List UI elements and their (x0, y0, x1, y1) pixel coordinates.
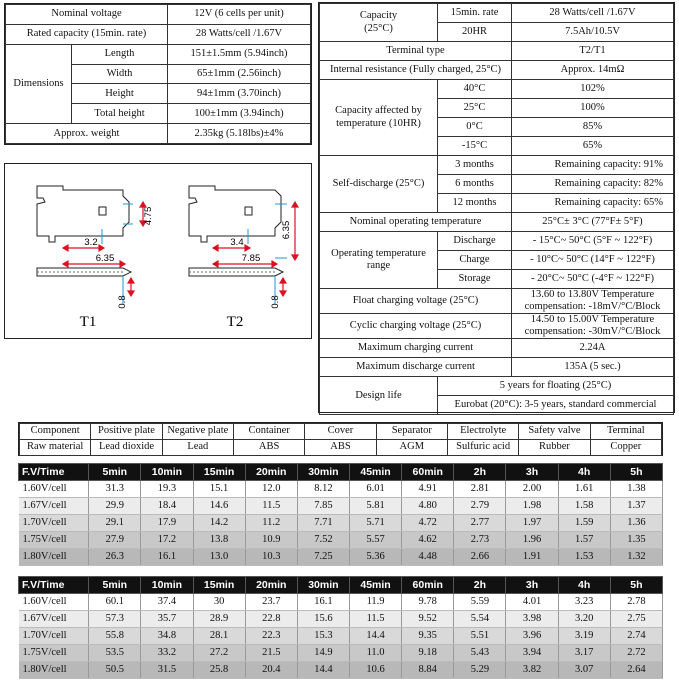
discharge-value-cell: 28.9 (193, 611, 245, 628)
temp-capacity-label: Capacity affected by temperature (10HR) (320, 80, 438, 156)
discharge-value-cell: 53.5 (89, 645, 141, 662)
spec-key: Discharge (438, 232, 512, 251)
t1-width2-dim: 6.35 (95, 253, 115, 264)
spec-key: 12 months (438, 194, 512, 213)
terminal-diagram (4, 163, 312, 339)
discharge-value-cell: 1.98 (506, 498, 558, 515)
spec-value: 65% (512, 137, 674, 156)
discharge-row (19, 594, 663, 611)
spec-value: 151±1.5mm (5.94inch) (168, 44, 311, 64)
discharge-row (19, 515, 663, 532)
discharge-value-cell: 11.0 (349, 645, 401, 662)
component-value-cell: Copper (590, 440, 661, 456)
discharge-value-cell: 2.66 (454, 549, 506, 566)
t2-width2-dim: 7.85 (241, 253, 261, 264)
component-header-cell: Component (20, 424, 91, 440)
discharge-value-cell: 10.9 (245, 532, 297, 549)
discharge-value-cell: 2.74 (610, 628, 662, 645)
discharge-value-cell: 5.51 (454, 628, 506, 645)
component-header-row (20, 424, 662, 440)
discharge-value-cell: 16.1 (141, 549, 193, 566)
component-value-cell: Sulfuric acid (447, 440, 518, 456)
component-header-cell: Cover (305, 424, 376, 440)
spec-label: Maximum charging current (320, 339, 512, 358)
discharge-value-cell: 57.3 (89, 611, 141, 628)
spec-key: 0°C (438, 118, 512, 137)
discharge-row (19, 628, 663, 645)
discharge-value-cell: 1.38 (610, 481, 662, 498)
spec-value: 100% (512, 99, 674, 118)
discharge-header-cell: 15min (193, 577, 245, 594)
discharge-value-cell: 12.0 (245, 481, 297, 498)
voltage-label-cell: 1.75V/cell (19, 532, 89, 549)
discharge-header-cell: 60min (402, 577, 454, 594)
spec-label: Terminal type (320, 42, 512, 61)
discharge-value-cell: 9.18 (402, 645, 454, 662)
discharge-value-cell: 7.25 (297, 549, 349, 566)
discharge-value-cell: 1.91 (506, 549, 558, 566)
spec-value: Eurobat (20°C): 3-5 years, standard commercial (438, 396, 674, 415)
discharge-value-cell: 15.3 (297, 628, 349, 645)
discharge-value-cell: 8.84 (402, 662, 454, 679)
discharge-value-cell: 20.4 (245, 662, 297, 679)
spec-label: Float charging voltage (25°C) (320, 289, 512, 314)
discharge-value-cell: 3.96 (506, 628, 558, 645)
discharge-value-cell: 5.43 (454, 645, 506, 662)
discharge-header-cell: 10min (141, 464, 193, 481)
spec-value: 7.5Ah/10.5V (512, 23, 674, 42)
voltage-label-cell: 1.67V/cell (19, 611, 89, 628)
discharge-table-2 (18, 576, 663, 679)
voltage-label-cell: 1.80V/cell (19, 662, 89, 679)
discharge-value-cell: 9.52 (402, 611, 454, 628)
spec-key: 3 months (438, 156, 512, 175)
spec-value: 14.50 to 15.00V Temperature compensation: -30mV/°C/Block (512, 314, 674, 339)
discharge-value-cell: 7.71 (297, 515, 349, 532)
discharge-header-row (19, 577, 663, 594)
voltage-label-cell: 1.60V/cell (19, 594, 89, 611)
discharge-value-cell: 2.64 (610, 662, 662, 679)
t1-width1-dim: 3.2 (84, 237, 98, 248)
discharge-value-cell: 3.23 (558, 594, 610, 611)
discharge-header-cell: 2h (454, 577, 506, 594)
t2-top-outline (189, 186, 281, 242)
discharge-value-cell: 15.6 (297, 611, 349, 628)
voltage-label-cell: 1.60V/cell (19, 481, 89, 498)
discharge-value-cell: 4.80 (402, 498, 454, 515)
discharge-value-cell: 1.36 (610, 515, 662, 532)
discharge-value-cell: 8.12 (297, 481, 349, 498)
discharge-value-cell: 3.94 (506, 645, 558, 662)
discharge-value-cell: 14.2 (193, 515, 245, 532)
discharge-row (19, 481, 663, 498)
discharge-value-cell: 2.78 (610, 594, 662, 611)
discharge-value-cell: 50.5 (89, 662, 141, 679)
spec-value: 102% (512, 80, 674, 99)
component-header-cell: Safety valve (519, 424, 590, 440)
spec-row-weight (6, 124, 311, 144)
discharge-row (19, 549, 663, 566)
spec-row-nominal-voltage (6, 5, 311, 25)
discharge-header-cell: 3h (506, 464, 558, 481)
spec-label: Rated capacity (15min. rate) (6, 24, 168, 44)
t1-side-outline (37, 268, 131, 276)
discharge-value-cell: 4.62 (402, 532, 454, 549)
discharge-row (19, 498, 663, 515)
discharge-value-cell: 17.9 (141, 515, 193, 532)
discharge-header-cell: 60min (402, 464, 454, 481)
discharge-value-cell: 4.72 (402, 515, 454, 532)
discharge-value-cell: 5.54 (454, 611, 506, 628)
discharge-value-cell: 5.36 (349, 549, 401, 566)
discharge-header-cell: 10min (141, 577, 193, 594)
discharge-value-cell: 1.61 (558, 481, 610, 498)
component-value-cell: Raw material (20, 440, 91, 456)
discharge-header-cell: 15min (193, 464, 245, 481)
discharge-value-cell: 35.7 (141, 611, 193, 628)
discharge-header-cell: 45min (349, 464, 401, 481)
discharge-value-cell: 34.8 (141, 628, 193, 645)
discharge-value-cell: 6.01 (349, 481, 401, 498)
discharge-header-cell: 30min (297, 577, 349, 594)
spec-value: 135A (5 sec.) (512, 358, 674, 377)
spec-key: -15°C (438, 137, 512, 156)
spec-label: Nominal voltage (6, 5, 168, 25)
right-spec-table (318, 2, 675, 413)
spec-value: Approx. 14mΩ (512, 61, 674, 80)
spec-key: Storage (438, 270, 512, 289)
discharge-header-cell: F.V/Time (19, 464, 89, 481)
component-table (18, 422, 663, 456)
spec-label: Total height (72, 104, 168, 124)
discharge-value-cell: 28.1 (193, 628, 245, 645)
component-header-cell: Container (233, 424, 304, 440)
discharge-header-cell: 4h (558, 577, 610, 594)
spec-row-length (6, 44, 311, 64)
spec-value: T2/T1 (512, 42, 674, 61)
discharge-value-cell: 5.81 (349, 498, 401, 515)
discharge-value-cell: 13.0 (193, 549, 245, 566)
t2-side-outline (189, 268, 283, 276)
discharge-value-cell: 60.1 (89, 594, 141, 611)
terminal-drawing (5, 164, 310, 337)
spec-value: - 15°C~ 50°C (5°F ~ 122°F) (512, 232, 674, 251)
discharge-value-cell: 5.59 (454, 594, 506, 611)
spec-value: - 10°C~ 50°C (14°F ~ 122°F) (512, 251, 674, 270)
spec-label: Length (72, 44, 168, 64)
spec-value: Remaining capacity: 82% (512, 175, 674, 194)
discharge-value-cell: 26.3 (89, 549, 141, 566)
discharge-value-cell: 5.29 (454, 662, 506, 679)
spec-value: 65±1mm (2.56inch) (168, 64, 311, 84)
discharge-value-cell: 7.52 (297, 532, 349, 549)
t2-thickness-dim: 0.8 (270, 295, 281, 309)
discharge-value-cell: 30 (193, 594, 245, 611)
spec-label: Approx. weight (6, 124, 168, 144)
component-value-cell: Lead (162, 440, 233, 456)
discharge-row (19, 645, 663, 662)
discharge-value-cell: 17.2 (141, 532, 193, 549)
spec-key: 6 months (438, 175, 512, 194)
discharge-value-cell: 15.1 (193, 481, 245, 498)
discharge-value-cell: 1.97 (506, 515, 558, 532)
discharge-value-cell: 33.2 (141, 645, 193, 662)
discharge-value-cell: 4.01 (506, 594, 558, 611)
discharge-value-cell: 2.00 (506, 481, 558, 498)
component-header-cell: Positive plate (91, 424, 162, 440)
discharge-value-cell: 37.4 (141, 594, 193, 611)
left-spec-table (4, 3, 312, 145)
discharge-value-cell: 1.32 (610, 549, 662, 566)
spec-value: 2.35kg (5.18lbs)±4% (168, 124, 311, 144)
spec-value: 28 Watts/cell /1.67V (168, 24, 311, 44)
discharge-value-cell: 10.3 (245, 549, 297, 566)
spec-value: - 20°C~ 50°C (-4°F ~ 122°F) (512, 270, 674, 289)
discharge-value-cell: 2.75 (610, 611, 662, 628)
t2-height-dim: 6.35 (281, 220, 292, 240)
discharge-value-cell: 10.6 (349, 662, 401, 679)
discharge-value-cell: 11.5 (349, 611, 401, 628)
discharge-table-1 (18, 463, 663, 566)
t2-label: T2 (226, 314, 244, 330)
component-header-cell: Terminal (590, 424, 661, 440)
t1-thickness-dim: 0.8 (117, 295, 128, 309)
component-header-cell: Negative plate (162, 424, 233, 440)
component-value-cell: ABS (305, 440, 376, 456)
spec-label: Cyclic charging voltage (25°C) (320, 314, 512, 339)
component-value-cell: Lead dioxide (91, 440, 162, 456)
discharge-value-cell: 1.58 (558, 498, 610, 515)
discharge-value-cell: 9.35 (402, 628, 454, 645)
component-header-cell: Separator (376, 424, 447, 440)
spec-value: 2.24A (512, 339, 674, 358)
discharge-value-cell: 27.2 (193, 645, 245, 662)
discharge-value-cell: 5.57 (349, 532, 401, 549)
discharge-header-row (19, 464, 663, 481)
discharge-value-cell: 14.6 (193, 498, 245, 515)
discharge-header-cell: 30min (297, 464, 349, 481)
discharge-header-cell: 5min (89, 577, 141, 594)
discharge-row (19, 532, 663, 549)
discharge-value-cell: 2.72 (610, 645, 662, 662)
discharge-value-cell: 3.17 (558, 645, 610, 662)
discharge-value-cell: 11.2 (245, 515, 297, 532)
spec-key: 25°C (438, 99, 512, 118)
spec-value: 5 years for floating (25°C) (438, 377, 674, 396)
voltage-label-cell: 1.75V/cell (19, 645, 89, 662)
spec-value: 28 Watts/cell /1.67V (512, 4, 674, 23)
t1-top-outline (37, 186, 129, 242)
component-value-cell: AGM (376, 440, 447, 456)
discharge-value-cell: 27.9 (89, 532, 141, 549)
spec-value: Remaining capacity: 91% (512, 156, 674, 175)
discharge-value-cell: 9.78 (402, 594, 454, 611)
discharge-row (19, 662, 663, 679)
spec-label: Maximum discharge current (320, 358, 512, 377)
discharge-value-cell: 16.1 (297, 594, 349, 611)
voltage-label-cell: 1.67V/cell (19, 498, 89, 515)
voltage-label-cell: 1.70V/cell (19, 628, 89, 645)
component-value-cell: ABS (233, 440, 304, 456)
capacity-label: Capacity (25°C) (320, 4, 438, 42)
discharge-value-cell: 4.48 (402, 549, 454, 566)
discharge-value-cell: 31.5 (141, 662, 193, 679)
discharge-value-cell: 21.5 (245, 645, 297, 662)
discharge-header-cell: F.V/Time (19, 577, 89, 594)
discharge-header-cell: 2h (454, 464, 506, 481)
discharge-value-cell: 3.98 (506, 611, 558, 628)
discharge-value-cell: 14.4 (349, 628, 401, 645)
discharge-value-cell: 3.07 (558, 662, 610, 679)
spec-label: Nominal operating temperature (320, 213, 512, 232)
spec-key: 15min. rate (438, 4, 512, 23)
discharge-value-cell: 22.8 (245, 611, 297, 628)
discharge-value-cell: 1.35 (610, 532, 662, 549)
discharge-value-cell: 14.9 (297, 645, 349, 662)
discharge-value-cell: 25.8 (193, 662, 245, 679)
discharge-header-cell: 20min (245, 464, 297, 481)
discharge-value-cell: 5.71 (349, 515, 401, 532)
discharge-value-cell: 4.91 (402, 481, 454, 498)
t2-width1-dim: 3.4 (230, 237, 244, 248)
discharge-header-cell: 5min (89, 464, 141, 481)
design-life-label: Design life (320, 377, 438, 415)
discharge-row (19, 611, 663, 628)
discharge-value-cell: 1.57 (558, 532, 610, 549)
discharge-value-cell: 7.85 (297, 498, 349, 515)
discharge-value-cell: 55.8 (89, 628, 141, 645)
discharge-value-cell: 14.4 (297, 662, 349, 679)
t1-height-dim: 4.75 (143, 206, 154, 226)
discharge-value-cell: 18.4 (141, 498, 193, 515)
component-value-row (20, 440, 662, 456)
discharge-header-cell: 5h (610, 464, 662, 481)
component-value-cell: Rubber (519, 440, 590, 456)
spec-label: Height (72, 84, 168, 104)
discharge-header-cell: 3h (506, 577, 558, 594)
spec-row-rated-capacity (6, 24, 311, 44)
discharge-value-cell: 31.3 (89, 481, 141, 498)
discharge-header-cell: 5h (610, 577, 662, 594)
discharge-value-cell: 1.37 (610, 498, 662, 515)
spec-key: 20HR (438, 23, 512, 42)
discharge-value-cell: 29.9 (89, 498, 141, 515)
spec-label: Internal resistance (Fully charged, 25°C) (320, 61, 512, 80)
discharge-header-cell: 20min (245, 577, 297, 594)
discharge-value-cell: 23.7 (245, 594, 297, 611)
spec-key: 40°C (438, 80, 512, 99)
spec-label: Width (72, 64, 168, 84)
component-header-cell: Electrolyte (447, 424, 518, 440)
discharge-value-cell: 11.9 (349, 594, 401, 611)
discharge-value-cell: 19.3 (141, 481, 193, 498)
voltage-label-cell: 1.80V/cell (19, 549, 89, 566)
discharge-value-cell: 2.79 (454, 498, 506, 515)
discharge-value-cell: 3.82 (506, 662, 558, 679)
discharge-header-cell: 4h (558, 464, 610, 481)
operating-temp-label: Operating temperature range (320, 232, 438, 289)
discharge-header-cell: 45min (349, 577, 401, 594)
dimensions-label: Dimensions (6, 44, 72, 123)
spec-value: Remaining capacity: 65% (512, 194, 674, 213)
discharge-value-cell: 29.1 (89, 515, 141, 532)
discharge-value-cell: 2.77 (454, 515, 506, 532)
spec-value: 94±1mm (3.70inch) (168, 84, 311, 104)
spec-value: 85% (512, 118, 674, 137)
discharge-value-cell: 2.73 (454, 532, 506, 549)
discharge-value-cell: 13.8 (193, 532, 245, 549)
discharge-value-cell: 11.5 (245, 498, 297, 515)
spec-value: 100±1mm (3.94inch) (168, 104, 311, 124)
self-discharge-label: Self-discharge (25°C) (320, 156, 438, 213)
discharge-value-cell: 1.59 (558, 515, 610, 532)
discharge-value-cell: 2.81 (454, 481, 506, 498)
t1-label: T1 (79, 314, 97, 330)
discharge-value-cell: 3.19 (558, 628, 610, 645)
spec-key: Charge (438, 251, 512, 270)
spec-value: 13.60 to 13.80V Temperature compensation: -18mV/°C/Block (512, 289, 674, 314)
spec-value: 12V (6 cells per unit) (168, 5, 311, 25)
discharge-value-cell: 1.53 (558, 549, 610, 566)
spec-value: 25°C± 3°C (77°F± 5°F) (512, 213, 674, 232)
discharge-value-cell: 22.3 (245, 628, 297, 645)
discharge-value-cell: 3.20 (558, 611, 610, 628)
discharge-value-cell: 1.96 (506, 532, 558, 549)
voltage-label-cell: 1.70V/cell (19, 515, 89, 532)
